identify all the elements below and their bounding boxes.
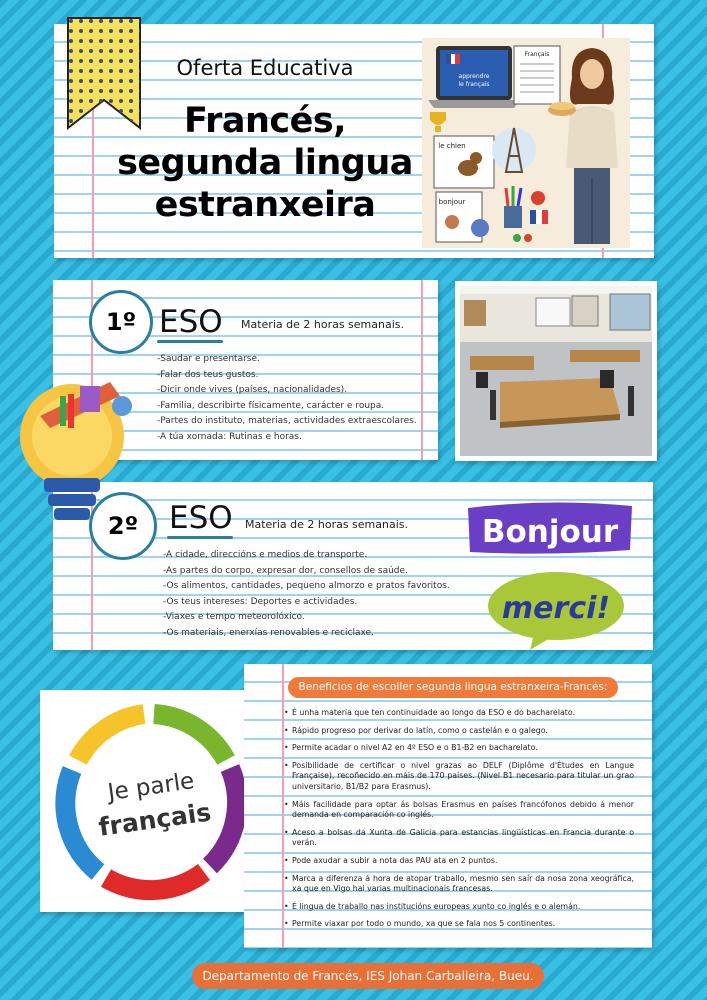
title-line-1: Francés, xyxy=(183,101,347,141)
list-item: • Marca a diferenza á hora de atopar traballo, mesmo sen saír da nosa zona xeográfica, xa que en Vigo hai varias multinacionais francesas. xyxy=(284,874,634,895)
list-item: -Os teus intereses: Deportes e actividades. xyxy=(163,596,358,607)
list-item: -Viaxes e tempo meteorolóxico. xyxy=(163,612,305,622)
je-parle-francais-badge xyxy=(40,690,262,912)
notebook-icon xyxy=(514,46,560,104)
pencil-cup-icon xyxy=(504,186,522,228)
classroom-photo xyxy=(455,281,657,461)
benefits-list xyxy=(284,708,634,930)
list-item: -Os materiais, enerxías renovables e reciclaxe. xyxy=(163,627,374,638)
eso2-badge: 2º xyxy=(89,492,157,560)
svg-text:bonjour: bonjour xyxy=(438,198,466,206)
list-item: -As partes do corpo, expresar dor, consellos de saúde. xyxy=(163,565,408,576)
stickers xyxy=(464,498,636,650)
svg-text:merci!: merci! xyxy=(501,591,611,626)
whiteboard xyxy=(536,298,570,326)
svg-text:le chien: le chien xyxy=(438,142,466,150)
list-item: • Permite viaxar por todo o mundo, xa que se fala nos 5 continentes. xyxy=(284,919,634,930)
header-title xyxy=(110,100,420,226)
eso1-badge: 1º xyxy=(89,290,153,354)
list-item: • Máis facilidade para optar ás bolsas Erasmus en países francófonos debido á menor demanda en comparación co inglés. xyxy=(284,800,634,821)
eso2-underline xyxy=(167,536,233,539)
list-item: • Permite acadar o nivel A2 en 4º ESO e o B1-B2 en bacharelato. xyxy=(284,743,634,754)
eiffel-tower-icon xyxy=(492,128,536,172)
bonjour-card-icon xyxy=(436,192,489,242)
list-item: -Dicir onde vives (países, nacionalidades). xyxy=(157,385,348,395)
header-subtitle: Oferta Educativa xyxy=(176,56,354,80)
svg-text:français: français xyxy=(96,797,213,842)
benefits-panel xyxy=(244,664,652,948)
title-line-2: segunda lingua xyxy=(117,143,413,183)
svg-text:Français: Français xyxy=(524,51,550,58)
list-item: • É unha materia que ten continuidade ao longo da ESO e do bacharelato. xyxy=(284,708,634,719)
svg-text:le français: le français xyxy=(458,81,490,88)
header-illustration xyxy=(422,38,630,248)
eso2-label: ESO xyxy=(169,500,233,536)
trophy-icon xyxy=(430,112,446,132)
bonjour-sticker xyxy=(468,502,632,553)
ribbon-bookmark xyxy=(66,16,142,130)
list-item: -Partes do instituto, materias, actividades extraescolares. xyxy=(157,416,417,426)
french-flag-icon xyxy=(530,210,548,224)
eso1-label: ESO xyxy=(159,304,223,340)
eso1-underline xyxy=(157,340,223,343)
list-item: • Rápido progreso por derivar do latín, como o castelán e o galego. xyxy=(284,726,634,737)
svg-text:Bonjour: Bonjour xyxy=(481,514,619,550)
eso2-hours: Materia de 2 horas semanais. xyxy=(245,518,409,531)
list-item: • Pode axudar a subir a nota das PAU ata en 2 puntos. xyxy=(284,856,634,867)
lightbulb-icon xyxy=(10,366,140,546)
list-item: -Saudar e presentarse. xyxy=(157,354,260,364)
benefits-title: Beneficios de escoller segunda lingua estranxeira-Francés: xyxy=(288,677,618,698)
list-item: • Aceso a bolsas da Xunta de Galicia para estancias lingüísticas en Francia durante o verán. xyxy=(284,828,634,849)
apple-icon xyxy=(531,191,545,205)
dog-card-icon xyxy=(434,136,494,188)
list-item: -A cidade, direccións e medios de transporte. xyxy=(163,550,368,560)
svg-text:Je parle: Je parle xyxy=(106,768,196,806)
eso1-hours: Materia de 2 horas semanais. xyxy=(241,318,405,331)
footer-department: Departamento de Francés, IES Johan Carballeira, Bueu. xyxy=(192,963,544,989)
svg-text:apprendre: apprendre xyxy=(458,73,490,80)
laptop-icon xyxy=(428,46,520,108)
check-icon xyxy=(513,234,521,242)
eso2-topic-list xyxy=(163,548,450,641)
merci-sticker xyxy=(488,572,624,650)
list-item: -A túa xornada: Rutinas e horas. xyxy=(157,431,302,442)
list-item: • Posibilidade de certificar o nivel grazas ao DELF (Diplôme d'Études en Langue Française), recoñecido en máis de 170 países. (Nivel B1 necesario para titular un grao universitario, B1/B2 para Erasmus). xyxy=(284,761,634,793)
list-item: -Os alimentos, cantidades, pequeno almorzo e pratos favoritos. xyxy=(163,581,450,591)
title-line-3: estranxeira xyxy=(154,185,376,225)
list-item: -Falar dos teus gustos. xyxy=(157,369,259,380)
list-item: -Familia, describirte físicamente, carácter e roupa. xyxy=(157,400,385,411)
eso1-topic-list xyxy=(157,352,417,445)
list-item: • É lingua de traballo nas institucións europeas xunto co inglés e o alemán. xyxy=(284,902,634,913)
cross-icon xyxy=(524,234,532,242)
globe-icon xyxy=(112,396,132,416)
